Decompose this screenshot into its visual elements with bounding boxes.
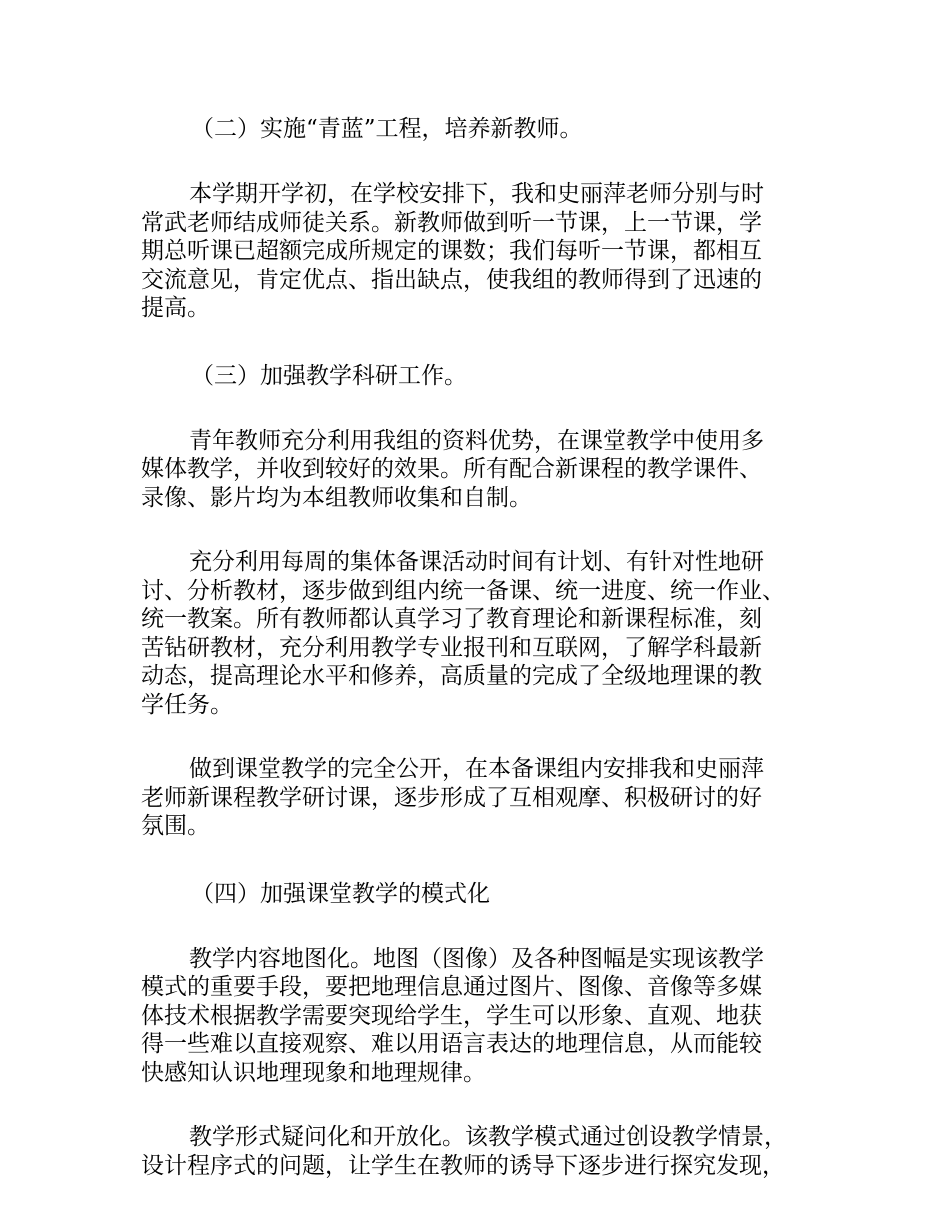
paragraph-map-teaching (141, 945, 813, 1088)
paragraph-line: 快感知认识地理现象和地理规律。 (141, 1059, 486, 1086)
paragraph-open-class (141, 755, 813, 841)
paragraph-line: 青年教师充分利用我组的资料优势，在课堂教学中使用多 (189, 427, 764, 454)
paragraph-line: 学任务。 (141, 691, 233, 718)
section-heading-4: （四）加强课堂教学的模式化 (191, 880, 490, 907)
paragraph-line: 教学内容地图化。地图（图像）及各种图幅是实现该教学 (189, 945, 764, 972)
paragraph-line: 讨、分析教材，逐步做到组内统一备课、统一进度、统一作业、 (141, 577, 785, 604)
paragraph-line: 老师新课程教学研讨课，逐步形成了互相观摩、积极研讨的好 (141, 784, 762, 811)
paragraph-line: 模式的重要手段，要把地理信息通过图片、图像、音像等多媒 (141, 974, 762, 1000)
paragraph-line: 氛围。 (141, 813, 210, 839)
paragraph-line: 动态，提高理论水平和修养，高质量的完成了全级地理课的教 (141, 663, 762, 689)
paragraph-line: 本学期开学初，在学校安排下，我和史丽萍老师分别与时 (189, 181, 764, 207)
paragraph-line: 设计程序式的问题，让学生在教师的诱导下逐步进行探究发现， (141, 1152, 785, 1179)
paragraph-line: 统一教案。所有教师都认真学习了教育理论和新课程标准，刻 (141, 606, 762, 632)
paragraph-line: 得一些难以直接观察、难以用语言表达的地理信息，从而能较 (141, 1031, 762, 1057)
paragraph-line: 教学形式疑问化和开放化。该教学模式通过创设教学情景， (189, 1124, 787, 1150)
section-heading-3: （三）加强教学科研工作。 (191, 362, 467, 389)
paragraph-mentorship (141, 180, 813, 323)
paragraph-line: 充分利用每周的集体备课活动时间有计划、有针对性地研 (189, 549, 764, 575)
paragraph-line: 体技术根据教学需要突现给学生，学生可以形象、直观、地获 (141, 1002, 762, 1029)
paragraph-line: 期总听课已超额完成所规定的课数；我们每听一节课，都相互 (141, 238, 762, 264)
paragraph-line: 常武老师结成师徒关系。新教师做到听一节课，上一节课，学 (141, 209, 762, 236)
paragraph-line: 做到课堂教学的完全公开，在本备课组内安排我和史丽萍 (189, 756, 764, 782)
paragraph-inquiry-teaching (141, 1123, 813, 1180)
section-heading-2: （二）实施“青蓝”工程，培养新教师。 (191, 116, 583, 142)
paragraph-line: 媒体教学，并收到较好的效果。所有配合新课程的教学课件、 (141, 456, 762, 482)
paragraph-line: 提高。 (141, 295, 210, 321)
paragraph-line: 交流意见，肯定优点、指出缺点，使我组的教师得到了迅速的 (141, 266, 762, 293)
document-body (141, 112, 813, 1180)
paragraph-multimedia (141, 427, 813, 513)
paragraph-lesson-prep (141, 548, 813, 719)
paragraph-line: 苦钻研教材，充分利用教学专业报刊和互联网，了解学科最新 (141, 634, 762, 661)
paragraph-line: 录像、影片均为本组教师收集和自制。 (141, 484, 532, 511)
